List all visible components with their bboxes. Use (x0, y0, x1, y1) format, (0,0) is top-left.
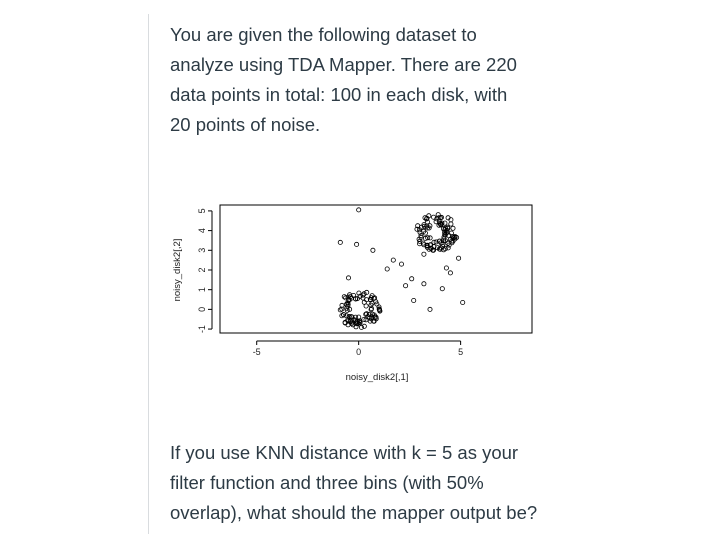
x-tick-label: 5 (458, 347, 464, 357)
intro-line: You are given the following dataset to (170, 24, 477, 45)
intro-line: analyze using TDA Mapper. There are 220 (170, 54, 517, 75)
noise-point (422, 252, 426, 256)
noise-point (412, 298, 416, 302)
noise-point (346, 276, 350, 280)
y-tick-label: 0 (197, 306, 207, 312)
y-tick-label: 1 (197, 287, 207, 293)
y-tick-label: 3 (197, 247, 207, 253)
noise-point (357, 208, 361, 212)
y-tick-label: -1 (197, 325, 207, 334)
noise-point (461, 300, 465, 304)
disk-point (451, 226, 455, 230)
x-tick-label: 0 (356, 347, 362, 357)
y-axis-label: noisy_disk2[,2] (172, 238, 183, 302)
noise-point (391, 258, 395, 262)
noise-point (422, 282, 426, 286)
noise-point (440, 287, 444, 291)
intro-paragraph (170, 20, 710, 140)
noise-point (385, 267, 389, 271)
noise-point (410, 277, 414, 281)
x-tick-label: -5 (252, 347, 261, 357)
intro-line: 20 points of noise. (170, 114, 321, 135)
noise-point (338, 240, 342, 244)
scatter-plot (162, 198, 552, 388)
question-line: filter function and three bins (with 50% (170, 472, 484, 493)
noise-point (404, 284, 408, 288)
x-axis (253, 341, 463, 357)
noise-point (457, 256, 461, 260)
noise-point (355, 242, 359, 246)
disk-point (449, 222, 453, 226)
question-line: If you use KNN distance with k = 5 as your (170, 442, 519, 463)
question-line: overlap), what should the mapper output be? (170, 502, 538, 523)
disk-point (364, 304, 368, 308)
noise-point (399, 262, 403, 266)
y-tick-label: 2 (197, 267, 207, 273)
y-axis (197, 208, 212, 333)
x-axis-label: noisy_disk2[,1] (345, 372, 409, 383)
noise-point (371, 248, 375, 252)
question-paragraph (170, 438, 710, 528)
content-left-border (148, 14, 149, 534)
disk-point (443, 221, 447, 225)
y-tick-label: 4 (197, 228, 207, 234)
data-points (338, 208, 465, 330)
noise-point (448, 271, 452, 275)
noise-point (428, 307, 432, 311)
noise-point (444, 266, 448, 270)
y-tick-label: 5 (197, 208, 207, 214)
disk-point (446, 246, 450, 250)
intro-line: data points in total: 100 in each disk, with (170, 84, 508, 105)
